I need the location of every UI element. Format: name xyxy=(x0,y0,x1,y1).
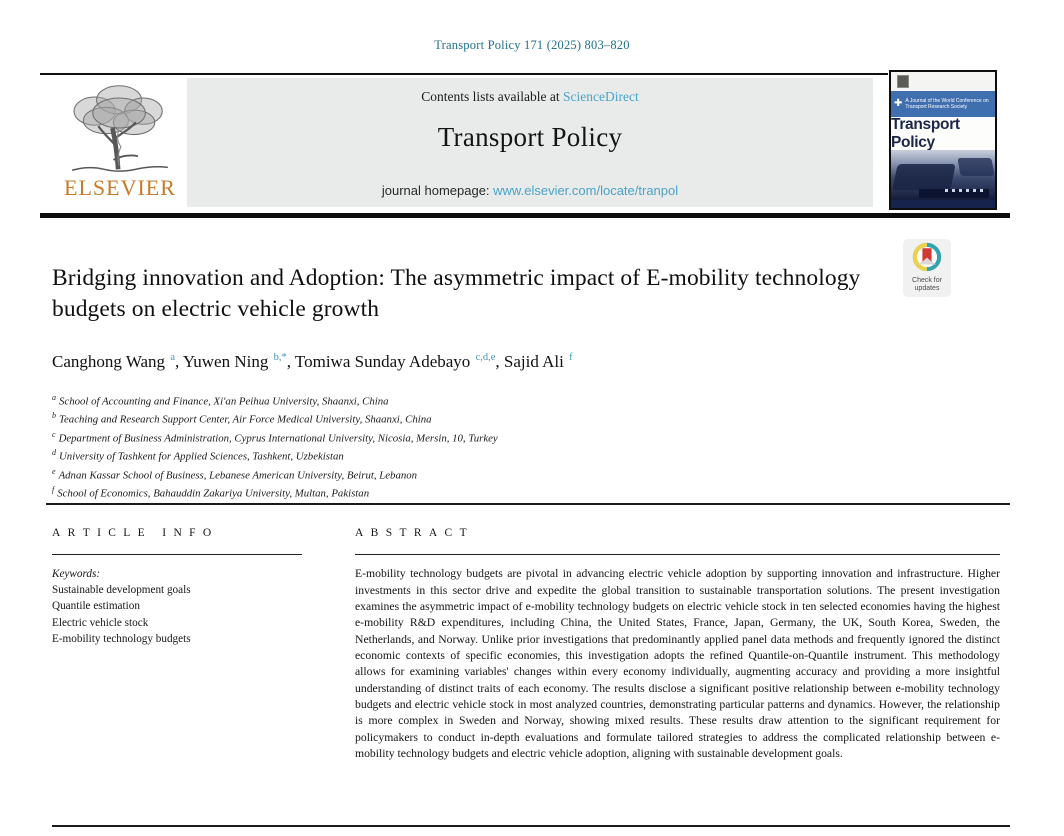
article-info-header: A R T I C L E I N F O xyxy=(52,527,215,539)
cover-vehicle-shape xyxy=(892,164,956,190)
sections-top-rule xyxy=(46,503,1010,505)
abstract-text: E-mobility technology budgets are pivotal in advancing electric vehicle adoption by supporting innovation and infrastructure. Higher investments in this sector drive and expedite the global transition to sustainable transportation solutions. The present investigation examines the asymmetric impact of e-mobility technology budgets on electric vehicle stock in ten selected economies having the highest e-mobility R&D expenditures, including China, the United States, France, Japan, Germany, the UK, South Korea, Sweden, the Netherlands, and Norway. Unlike prior investigations that predominantly applied panel data methods and frequently ignored the distinct economic contexts of specific economies, this investigation adopts the refined Quantile-on-Quantile instrument. This methodology allows for examining variables' changes within every economy individually, augmenting accuracy and providing a more insightful understanding of distinct traits of each economy. The results disclose a significant positive relationship between e-mobility technology budgets and electric vehicle stock in most analyzed countries, demonstrating particular patterns and dynamics. However, the relationship is more complex in Sweden and Norway, showing mixed results. These results draw attention to the significant requirement for policymakers to conduct in-depth evaluations and formulate tailored strategies to address the complicated relationship between e-mobility technology budgets and electric vehicle adoption, aligning with sustainable development goals. xyxy=(355,567,1000,760)
contents-line xyxy=(187,89,873,105)
article-info-rule xyxy=(52,554,302,555)
cover-title-area xyxy=(891,117,995,150)
affiliation-text: School of Accounting and Finance, Xi'an Peihua University, Shaanxi, China xyxy=(59,395,389,408)
homepage-line xyxy=(187,183,873,198)
author-name: Yuwen Ning xyxy=(182,352,269,371)
contents-prefix: Contents lists available at xyxy=(421,89,563,104)
check-for-updates-badge[interactable] xyxy=(903,239,951,297)
elsevier-wordmark: ELSEVIER xyxy=(64,175,176,200)
abstract-header: A B S T R A C T xyxy=(355,527,470,539)
author-name: Sajid Ali xyxy=(503,352,564,371)
affiliation-marker: a xyxy=(52,393,56,402)
cover-society-text: A Journal of the World Conference on Transport Research Society xyxy=(905,97,989,111)
keywords-list xyxy=(52,582,302,647)
affiliation-marker: b xyxy=(52,411,56,421)
author-affiliation-marker: f xyxy=(569,352,573,364)
abstract-column xyxy=(355,527,1000,762)
crossmark-label: Check for updates xyxy=(912,277,942,292)
affiliation-text: School of Economics, Bahauddin Zakariya University, Multan, Pakistan xyxy=(57,487,370,500)
journal-citation: Transport Policy 171 (2025) 803–820 xyxy=(434,38,630,52)
keyword-item: Quantile estimation xyxy=(52,600,140,613)
affiliation-text: Adnan Kassar School of Business, Lebanese American University, Beirut, Lebanon xyxy=(58,469,418,482)
keyword-item: Electric vehicle stock xyxy=(52,616,149,629)
wctrs-logo-icon: ✚ xyxy=(894,98,903,110)
affiliation-line xyxy=(52,428,952,446)
article-title: Bridging innovation and Adoption: The asymmetric impact of E-mobility technology budgets on electric vehicle growth xyxy=(52,265,861,322)
journal-cover-thumbnail xyxy=(889,70,997,210)
page-bottom-rule xyxy=(52,825,1010,827)
affiliation-marker: e xyxy=(52,466,56,476)
author-affiliation-marker: c,d,e xyxy=(475,352,496,364)
cover-society-band xyxy=(891,91,995,117)
author-list: Canghong Wang $^a$, Yuwen Ning $^{b,*}$, Tomiwa Sunday Adebayo $^{c,d,e}$, Sajid Ali $^f$ xyxy=(52,352,573,371)
affiliation-list xyxy=(52,391,952,501)
cover-bottom-strip xyxy=(891,200,995,208)
header-thick-rule xyxy=(40,213,1010,218)
keyword-item: E-mobility technology budgets xyxy=(52,632,191,645)
cover-crest-icon xyxy=(897,75,909,88)
abstract-rule xyxy=(355,554,1000,555)
keyword-item: Sustainable development goals xyxy=(52,584,191,597)
affiliation-line xyxy=(52,409,952,427)
author-name: Tomiwa Sunday Adebayo xyxy=(294,352,471,371)
article-info-column xyxy=(52,527,302,647)
homepage-link[interactable]: www.elsevier.com/locate/tranpol xyxy=(493,183,679,198)
affiliation-line xyxy=(52,391,952,409)
cover-vehicle-shape xyxy=(957,158,994,176)
affiliation-text: University of Tashkent for Applied Sciences, Tashkent, Uzbekistan xyxy=(59,450,344,463)
cover-journal-title: Transport Policy xyxy=(891,115,960,151)
elsevier-logo xyxy=(44,79,196,209)
cover-artwork xyxy=(891,150,995,200)
affiliation-line xyxy=(52,465,952,483)
keywords-label: Keywords: xyxy=(52,568,101,581)
cover-top-strip xyxy=(891,72,995,91)
affiliation-line xyxy=(52,483,952,501)
affiliation-marker: f xyxy=(52,484,55,494)
author-affiliation-marker: b,* xyxy=(273,352,287,364)
sciencedirect-link[interactable]: ScienceDirect xyxy=(563,89,639,104)
crossmark-icon xyxy=(912,242,942,272)
homepage-prefix: journal homepage: xyxy=(381,183,494,198)
masthead-journal-title: Transport Policy xyxy=(437,122,623,152)
affiliation-marker: c xyxy=(52,429,56,439)
affiliation-text: Teaching and Research Support Center, Air Force Medical University, Shaanxi, China xyxy=(59,413,432,426)
cover-dots-decoration xyxy=(945,189,985,192)
affiliation-line xyxy=(52,446,952,464)
masthead-box xyxy=(187,78,873,207)
affiliation-marker: d xyxy=(52,448,56,458)
header-top-rule xyxy=(40,73,888,75)
author-affiliation-marker: a xyxy=(170,352,175,364)
affiliation-text: Department of Business Administration, Cyprus International University, Nicosia, Mersin, 10, Turkey xyxy=(58,432,498,445)
elsevier-tree-icon xyxy=(59,79,181,177)
author-name: Canghong Wang xyxy=(52,352,166,371)
